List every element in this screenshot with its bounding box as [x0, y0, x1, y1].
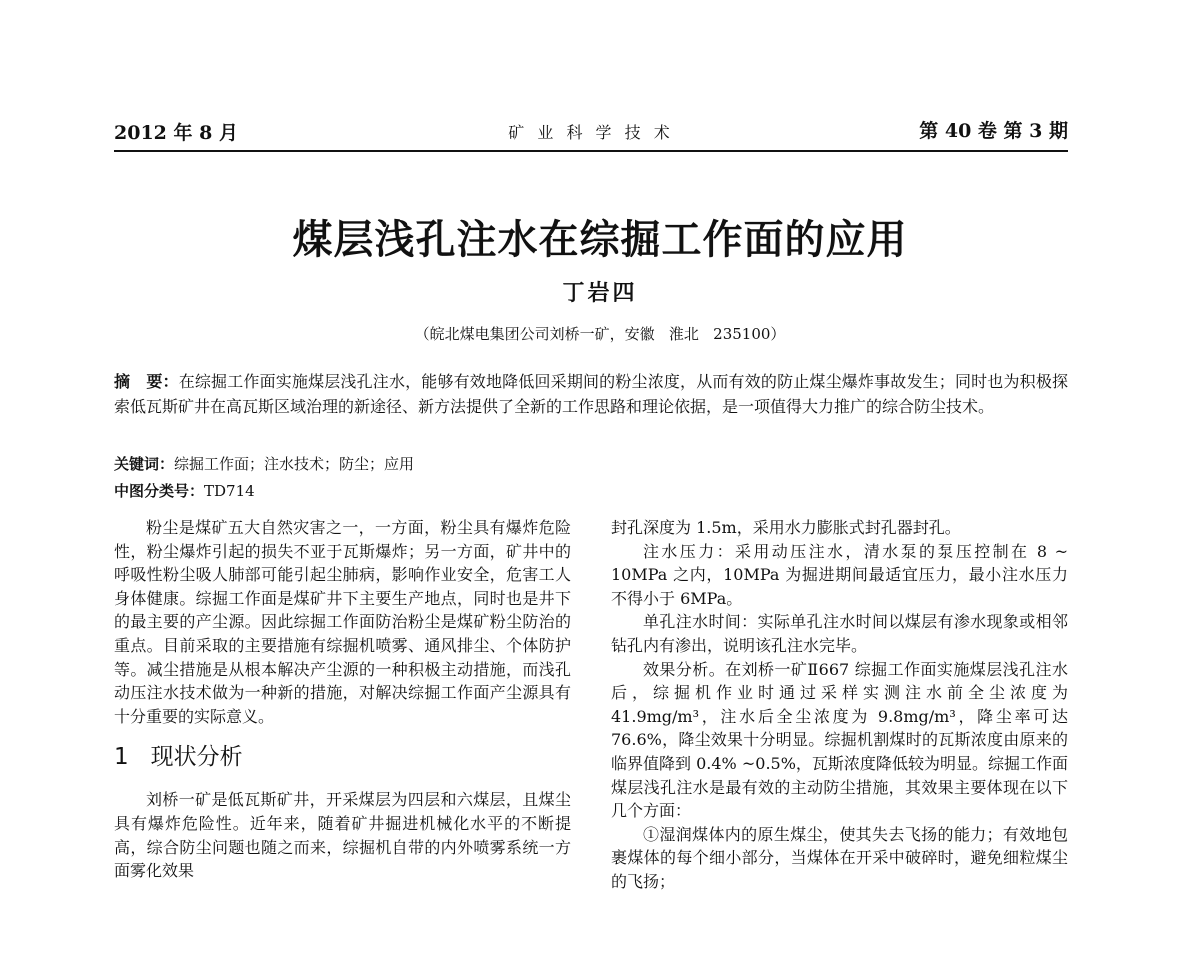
- article-title: 煤层浅孔注水在综掘工作面的应用: [292, 216, 908, 263]
- issue-date: 2012 年 8 月: [114, 122, 238, 144]
- abstract: [114, 370, 1068, 419]
- section-title: 现状分析: [150, 744, 243, 771]
- body-column-right: [611, 516, 1068, 894]
- classification-label: 中图分类号：: [114, 482, 205, 500]
- author-affiliation: （皖北煤电集团公司刘桥一矿，安徽 淮北 235100）: [414, 325, 786, 343]
- volume-issue: 第 40 卷 第 3 期: [919, 120, 1068, 142]
- paragraph: 注水压力：采用动压注水，清水泵的泵压控制在 8 ~ 10MPa 之内，10MPa 为掘进期间最适宜压力，最小注水压力不得小于 6MPa。: [611, 541, 1068, 608]
- running-header: [114, 114, 1068, 152]
- keywords: [114, 453, 1068, 474]
- paragraph: 粉尘是煤矿五大自然灾害之一，一方面，粉尘具有爆炸危险性，粉尘爆炸引起的损失不亚于瓦斯爆炸；另一方面，矿井中的呼吸性粉尘吸人肺部可能引起尘肺病，影响作业安全，危害工人身体健康。综掘工作面是煤矿井下主要生产地点，同时也是井下的最主要的产尘源。因此综掘工作面防治粉尘是煤矿粉尘防治的重点。目前采取的主要措施有综掘机喷雾、通风排尘、个体防护等。减尘措施是从根本解决产尘源的一种积极主动措施，而浅孔动压注水技术做为一种新的措施，对解决综掘工作面产尘源具有十分重要的实际意义。: [114, 518, 571, 726]
- abstract-text: 在综掘工作面实施煤层浅孔注水，能够有效地降低回采期间的粉尘浓度，从而有效的防止煤尘爆炸事故发生；同时也为积极探索低瓦斯矿井在高瓦斯区域治理的新途径、新方法提供了全新的工作思路和理论依据，是一项值得大力推广的综合防尘技术。: [114, 372, 1068, 416]
- abstract-label: 摘 要：: [114, 372, 179, 391]
- keywords-text: 综掘工作面；注水技术；防尘；应用: [174, 455, 415, 473]
- keywords-label: 关键词：: [114, 455, 175, 473]
- body-column-left: [114, 516, 571, 883]
- classification-number: [114, 480, 1068, 501]
- paragraph: 单孔注水时间：实际单孔注水时间以煤层有渗水现象或相邻钻孔内有渗出，说明该孔注水完毕。: [611, 612, 1068, 655]
- section-heading: [114, 742, 571, 772]
- journal-name: 矿 业 科 学 技 术: [508, 123, 674, 142]
- paragraph: ①湿润煤体内的原生煤尘，使其失去飞扬的能力；有效地包裹煤体的每个细小部分，当煤体在开采中破碎时，避免细粒煤尘的飞扬；: [611, 824, 1068, 891]
- section-number: 1: [114, 744, 129, 771]
- paragraph: 刘桥一矿是低瓦斯矿井，开采煤层为四层和六煤层，且煤尘具有爆炸危险性。近年来，随着矿井掘进机械化水平的不断提高，综合防尘问题也随之而来，综掘机自带的内外喷雾系统一方面雾化效果: [114, 790, 571, 881]
- classification-text: TD714: [204, 482, 255, 500]
- paragraph: 效果分析。在刘桥一矿Ⅱ667 综掘工作面实施煤层浅孔注水后，综掘机作业时通过采样实测注水前全尘浓度为 41.9mg/m³，注水后全尘浓度为 9.8mg/m³，降尘率可达 76.6%，降尘效果十分明显。综掘机割煤时的瓦斯浓度由原来的临界值降到 0.4% ~0.5%，瓦斯浓度降低较为明显。综掘工作面煤层浅孔注水是最有效的主动防尘措施，其效果主要体现在以下几个方面：: [611, 659, 1068, 821]
- author-name: 丁岩四: [562, 280, 638, 306]
- paragraph: 封孔深度为 1.5m，采用水力膨胀式封孔器封孔。: [611, 518, 961, 537]
